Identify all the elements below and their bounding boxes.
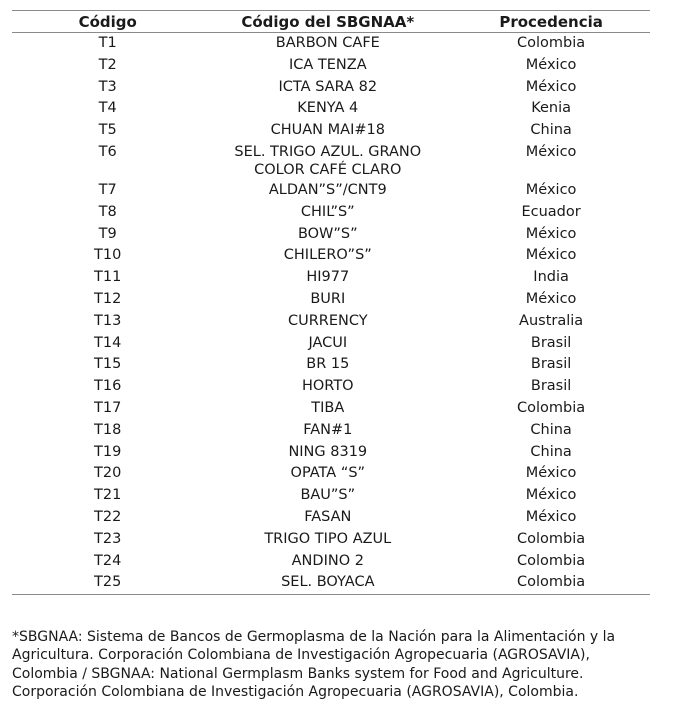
table-row (12, 398, 650, 420)
cell-codigo: T2 (98, 56, 117, 73)
cell-codigo: T9 (98, 225, 117, 242)
table-row (12, 507, 650, 529)
cell-procedencia: Colombia (452, 572, 650, 594)
cell-codigo-sbgnaa: ICTA SARA 82 (278, 78, 378, 95)
table-row (12, 442, 650, 464)
cell-procedencia: México (525, 465, 577, 482)
table-row (12, 224, 650, 246)
germplasm-table-container (12, 10, 650, 595)
cell-codigo-sbgnaa: KENYA 4 (297, 100, 359, 117)
cell-codigo-sbgnaa: BARBON CAFE (275, 35, 380, 51)
cell-procedencia: Colombia (517, 552, 586, 569)
cell-codigo: T15 (94, 356, 122, 373)
cell-codigo-sbgnaa: ICA TENZA (288, 56, 367, 73)
cell-codigo-sbgnaa: BURI (310, 290, 346, 307)
cell-codigo-sbgnaa: CURRENCY (287, 312, 368, 329)
cell-procedencia: Brasil (530, 356, 572, 373)
cell-procedencia: México (525, 143, 577, 160)
cell-codigo: T6 (98, 143, 117, 160)
cell-codigo-sbgnaa: JACUI (308, 334, 348, 351)
cell-codigo: T19 (94, 443, 122, 460)
cell-codigo-sbgnaa: HI977 (306, 269, 350, 286)
cell-codigo: T10 (94, 247, 122, 264)
header-procedencia: Procedencia (452, 11, 650, 33)
cell-codigo-sbgnaa: CHILERO”S” (283, 247, 372, 264)
table-row (12, 354, 650, 376)
cell-procedencia: Brasil (530, 334, 572, 351)
cell-procedencia: México (525, 225, 577, 242)
cell-procedencia: México (525, 508, 577, 525)
cell-codigo: T17 (94, 399, 122, 416)
cell-procedencia: México (525, 290, 577, 307)
cell-codigo: T18 (94, 421, 122, 438)
cell-procedencia: Colombia (517, 399, 586, 416)
cell-codigo-sbgnaa: ALDAN”S”/CNT9 (268, 181, 387, 198)
table-row (12, 120, 650, 142)
cell-codigo-sbgnaa: CHIL”S” (300, 203, 355, 220)
cell-procedencia: México (525, 78, 577, 95)
cell-codigo-sbgnaa: HORTO (301, 378, 354, 395)
table-row (12, 55, 650, 77)
cell-codigo: T24 (94, 552, 122, 569)
cell-codigo: T25 (12, 572, 203, 594)
header-codigo: Código (12, 11, 203, 33)
cell-codigo-sbgnaa: BOW”S” (297, 225, 358, 242)
cell-codigo: T7 (98, 181, 117, 198)
table-row (12, 376, 650, 398)
cell-procedencia: Australia (519, 312, 584, 329)
table-row (12, 267, 650, 289)
cell-codigo: T21 (94, 487, 122, 504)
cell-codigo: T16 (94, 378, 122, 395)
cell-procedencia: China (530, 443, 572, 460)
cell-codigo-sbgnaa: CHUAN MAI#18 (270, 122, 385, 139)
table-row (12, 289, 650, 311)
cell-codigo: T14 (94, 334, 122, 351)
cell-procedencia: Brasil (530, 378, 572, 395)
cell-codigo-sbgnaa: SEL. BOYACA (203, 572, 452, 594)
table-row (12, 420, 650, 442)
cell-codigo-sbgnaa: BR 15 (306, 356, 350, 373)
cell-codigo: T1 (98, 35, 117, 51)
table-footnote: *SBGNAA: Sistema de Bancos de Germoplasma de la Nación para la Alimentación y la Agricultura. Corporación Colombiana de Investigación Agropecuaria (AGROSAVIA), Colombia / SBGNAA: National Germplasm Banks system for Food and Agriculture. Corporación Colombiana de Investigación Agropecuaria (AGROSAVIA), Colombia. (12, 629, 616, 700)
cell-procedencia: China (530, 421, 572, 438)
cell-codigo-sbgnaa: FAN#1 (303, 421, 353, 438)
cell-codigo: T12 (94, 290, 122, 307)
cell-codigo-sbgnaa: TIBA (311, 399, 345, 416)
cell-codigo: T20 (94, 465, 122, 482)
germplasm-table (12, 10, 650, 595)
cell-codigo: T4 (98, 100, 117, 117)
cell-codigo-sbgnaa: ANDINO 2 (291, 552, 364, 569)
table-row (12, 485, 650, 507)
cell-codigo-sbgnaa: FASAN (304, 508, 352, 525)
cell-codigo-sbgnaa: NING 8319 (288, 443, 368, 460)
cell-codigo: T13 (94, 312, 122, 329)
table-row (12, 202, 650, 224)
table-row (12, 572, 650, 594)
cell-procedencia: México (525, 181, 577, 198)
cell-codigo-sbgnaa: BAU”S” (300, 487, 356, 504)
cell-codigo: T23 (94, 530, 122, 547)
table-row (12, 333, 650, 355)
cell-codigo-sbgnaa: SEL. TRIGO AZUL. GRANO COLOR CAFÉ CLARO (234, 143, 422, 178)
cell-codigo: T3 (98, 78, 117, 95)
table-row (12, 463, 650, 485)
table-body (12, 33, 650, 595)
table-row (12, 77, 650, 99)
table-row (12, 180, 650, 202)
cell-procedencia: Kenia (531, 100, 571, 117)
table-row (12, 142, 650, 180)
table-header-row (12, 11, 650, 33)
cell-procedencia: México (525, 487, 577, 504)
cell-codigo: T5 (98, 122, 117, 139)
table-row (12, 311, 650, 333)
table-row (12, 551, 650, 573)
cell-procedencia: México (525, 56, 577, 73)
cell-procedencia: Ecuador (521, 203, 581, 220)
cell-codigo: T8 (98, 203, 117, 220)
table-row (12, 245, 650, 267)
table-row (12, 529, 650, 551)
table-row (12, 98, 650, 120)
cell-procedencia: India (533, 269, 569, 286)
cell-codigo-sbgnaa: TRIGO TIPO AZUL (264, 530, 392, 547)
cell-procedencia: México (525, 247, 577, 264)
cell-procedencia: Colombia (517, 35, 586, 51)
table-row (12, 33, 650, 55)
cell-procedencia: Colombia (517, 530, 586, 547)
cell-codigo: T11 (94, 269, 122, 286)
cell-procedencia: China (530, 122, 572, 139)
cell-codigo-sbgnaa: OPATA “S” (290, 465, 366, 482)
cell-codigo: T22 (94, 508, 122, 525)
header-codigo-sbgnaa: Código del SBGNAA* (203, 11, 452, 33)
